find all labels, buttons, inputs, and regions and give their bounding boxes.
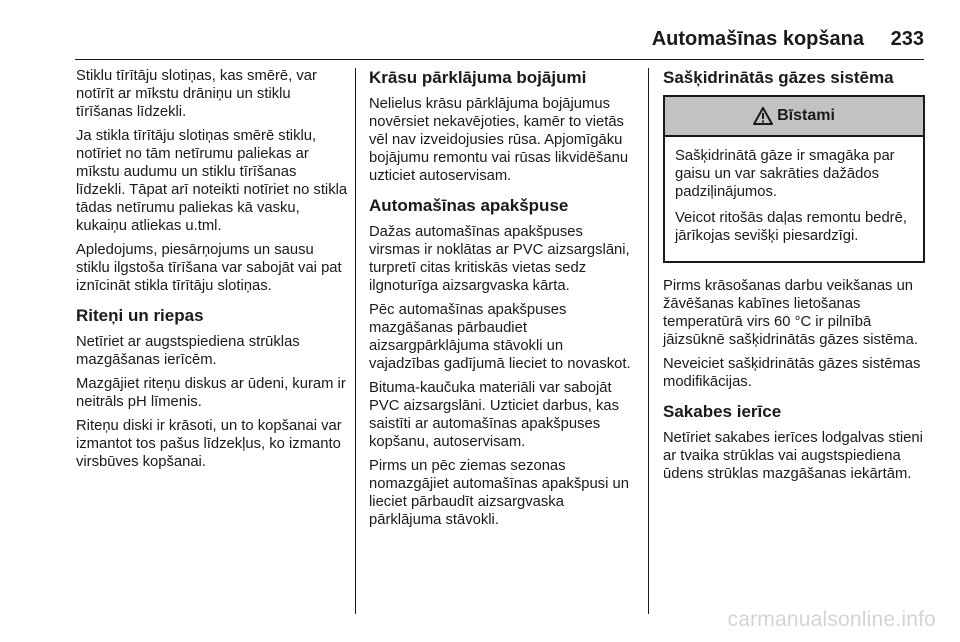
paragraph: Netīriet sakabes ierīces lodgalvas stieni ar tvaika strūklas vai augstspiediena ūdens strūklas mazgāšanas iekārtām. — [663, 430, 923, 482]
section-heading-underbody: Automašīnas apakšpuse — [369, 196, 569, 215]
paragraph: Apledojums, piesārņojums un sausu stiklu ilgstoša tīrīšana var sabojāt vai pat iznīcināt stikla tīrītāju slotiņas. — [76, 242, 342, 294]
page-title: Automašīnas kopšana — [651, 28, 864, 50]
column-1 — [76, 67, 348, 477]
warning-title: Bīstami — [777, 107, 835, 124]
paragraph: Dažas automašīnas apakšpuses virsmas ir noklātas ar PVC aizsargslāni, turpretī citas kritiskās vietas sedz ilgnoturīga aizsargvaska kārta. — [369, 224, 630, 294]
warning-box — [663, 95, 925, 263]
section-heading-lpg: Sašķidrinātās gāzes sistēma — [663, 68, 894, 87]
column-3 — [663, 67, 925, 489]
paragraph: Pirms krāsošanas darbu veikšanas un žāvēšanas kabīnes lietošanas temperatūrā virs 60 °C ir pilnībā jāizsūknē sašķidrinātās gāzes sistēma. — [663, 278, 918, 348]
paragraph: Pēc automašīnas apakšpuses mazgāšanas pārbaudiet aizsargpārklājuma stāvokli un vajadzības gadījumā lieciet to novaskot. — [369, 302, 631, 372]
paragraph: Riteņu diski ir krāsoti, un to kopšanai var izmantot tos pašus līdzekļus, ko izmanto virsbūves kopšanai. — [76, 418, 342, 470]
paragraph: Bituma-kaučuka materiāli var sabojāt PVC aizsargslāni. Uzticiet darbus, kas saistīti ar automašīnas apakšpuses kopšanu, autoservisam. — [369, 380, 620, 450]
watermark: carmanualsonline.info — [727, 608, 936, 631]
warning-triangle-icon — [753, 107, 773, 125]
section-heading-paint: Krāsu pārklājuma bojājumi — [369, 68, 587, 87]
warning-text: Sašķidrinātā gāze ir smagāka par gaisu un var sakrāties dažādos padziļinājumos. — [675, 148, 895, 200]
paragraph: Stiklu tīrītāju slotiņas, kas smērē, var notīrīt ar mīkstu drāniņu un stiklu tīrīšanas līdzekli. — [76, 68, 317, 120]
section-heading-towbar: Sakabes ierīce — [663, 402, 782, 421]
page-number: 233 — [890, 28, 924, 50]
warning-header — [665, 97, 923, 137]
paragraph: Pirms un pēc ziemas sezonas nomazgājiet automašīnas apakšpusi un lieciet pārbaudīt aizsargvaska pārklājuma stāvokli. — [369, 458, 629, 528]
paragraph: Netīriet ar augstspiediena strūklas mazgāšanas ierīcēm. — [76, 334, 300, 368]
page-header — [0, 22, 960, 62]
paragraph: Neveiciet sašķidrinātās gāzes sistēmas modifikācijas. — [663, 356, 921, 390]
warning-body — [665, 137, 923, 261]
column-divider — [648, 68, 649, 614]
section-heading-wheels: Riteņi un riepas — [76, 306, 204, 325]
paragraph: Ja stikla tīrītāju slotiņas smērē stiklu, notīriet no tām netīrumu paliekas ar mīkstu audumu un stiklu tīrīšanas līdzekli. Tāpat arī noteikti notīriet no stikla tādas netīrumu paliekas kā vasku, kukaiņu atliekas u.tml. — [76, 128, 348, 234]
column-2 — [369, 67, 637, 535]
paragraph: Nelielus krāsu pārklājuma bojājumus novērsiet nekavējoties, kamēr to vietās vēl nav izveidojusies rūsa. Apjomīgāku bojājumu remontu vai rūsas likvidēšanu uzticiet autoservisam. — [369, 96, 629, 184]
warning-text: Veicot ritošās daļas remontu bedrē, jārīkojas sevišķi piesardzīgi. — [675, 210, 907, 244]
paragraph: Mazgājiet riteņu diskus ar ūdeni, kuram ir neitrāls pH līmenis. — [76, 376, 346, 410]
header-rule — [75, 59, 924, 60]
column-divider — [355, 68, 356, 614]
